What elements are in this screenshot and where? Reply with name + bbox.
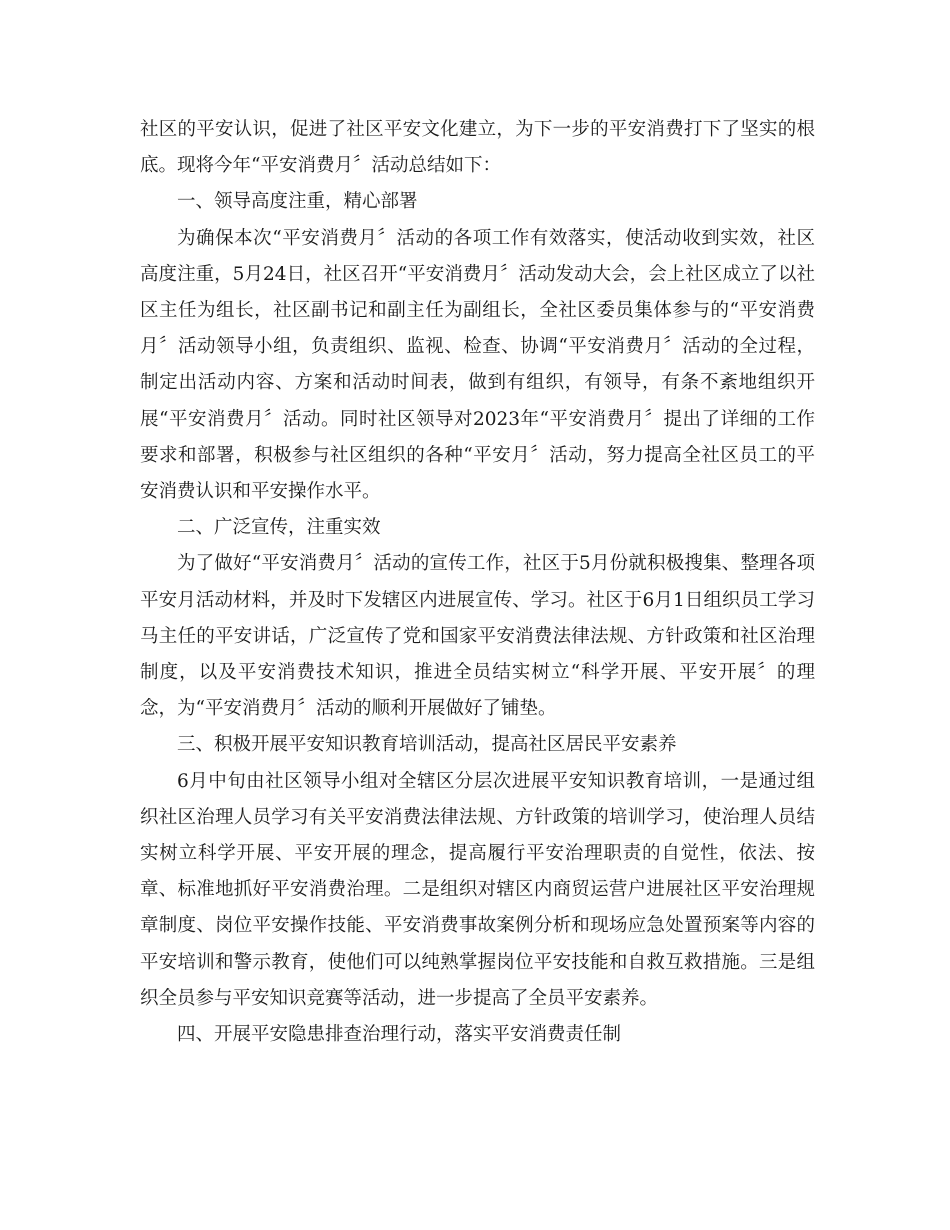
heading-section-3: 三、积极开展平安知识教育培训活动，提高社区居民平安素养 <box>177 734 677 756</box>
paragraph-intro-continuation: 社区的平安认识，促进了社区平安文化建立，为下一步的平安消费打下了坚实的根底。现将今年“平安消费月〞活动总结如下： <box>140 119 815 177</box>
heading-section-2: 二、广泛宣传，注重实效 <box>177 517 381 539</box>
document-body <box>140 112 815 1053</box>
paragraph-section-1: 为确保本次“平安消费月〞活动的各项工作有效落实，使活动收到实效，社区高度注重，5月24日，社区召开“平安消费月〞活动发动大会，会上社区成立了以社区主任为组长，社区副书记和副主任为副组长，全社区委员集体参与的“平安消费月〞活动领导小组，负责组织、监视、检查、协调“平安消费月〞活动的全过程，制定出活动内容、方案和活动时间表，做到有组织，有领导，有条不紊地组织开展“平安消费月〞活动。同时社区领导对2023年“平安消费月〞提出了详细的工作要求和部署，积极参与社区组织的各种“平安月〞活动，努力提高全社区员工的平安消费认识和平安操作水平。 <box>140 227 815 503</box>
paragraph-section-3: 6月中旬由社区领导小组对全辖区分层次进展平安知识教育培训，一是通过组织社区治理人员学习有关平安消费法律法规、方针政策的培训学习，使治理人员结实树立科学开展、平安开展的理念，提高履行平安治理职责的自觉性，依法、按章、标准地抓好平安消费治理。二是组织对辖区内商贸运营户进展社区平安治理规章制度、岗位平安操作技能、平安消费事故案例分析和现场应急处置预案等内容的平安培训和警示教育，使他们可以纯熟掌握岗位平安技能和自救互救措施。三是组织全员参与平安知识竞赛等活动，进一步提高了全员平安素养。 <box>140 770 815 1009</box>
paragraph-section-2: 为了做好“平安消费月〞活动的宣传工作，社区于5月份就积极搜集、整理各项平安月活动材料，并及时下发辖区内进展宣传、学习。社区于6月1日组织员工学习马主任的平安讲话，广泛宣传了党和国家平安消费法律法规、方针政策和社区治理制度，以及平安消费技术知识，推进全员结实树立“科学开展、平安开展〞的理念，为“平安消费月〞活动的顺利开展做好了铺垫。 <box>140 553 815 720</box>
heading-section-1: 一、领导高度注重，精心部署 <box>177 191 418 213</box>
heading-section-4: 四、开展平安隐患排查治理行动，落实平安消费责任制 <box>177 1024 622 1046</box>
